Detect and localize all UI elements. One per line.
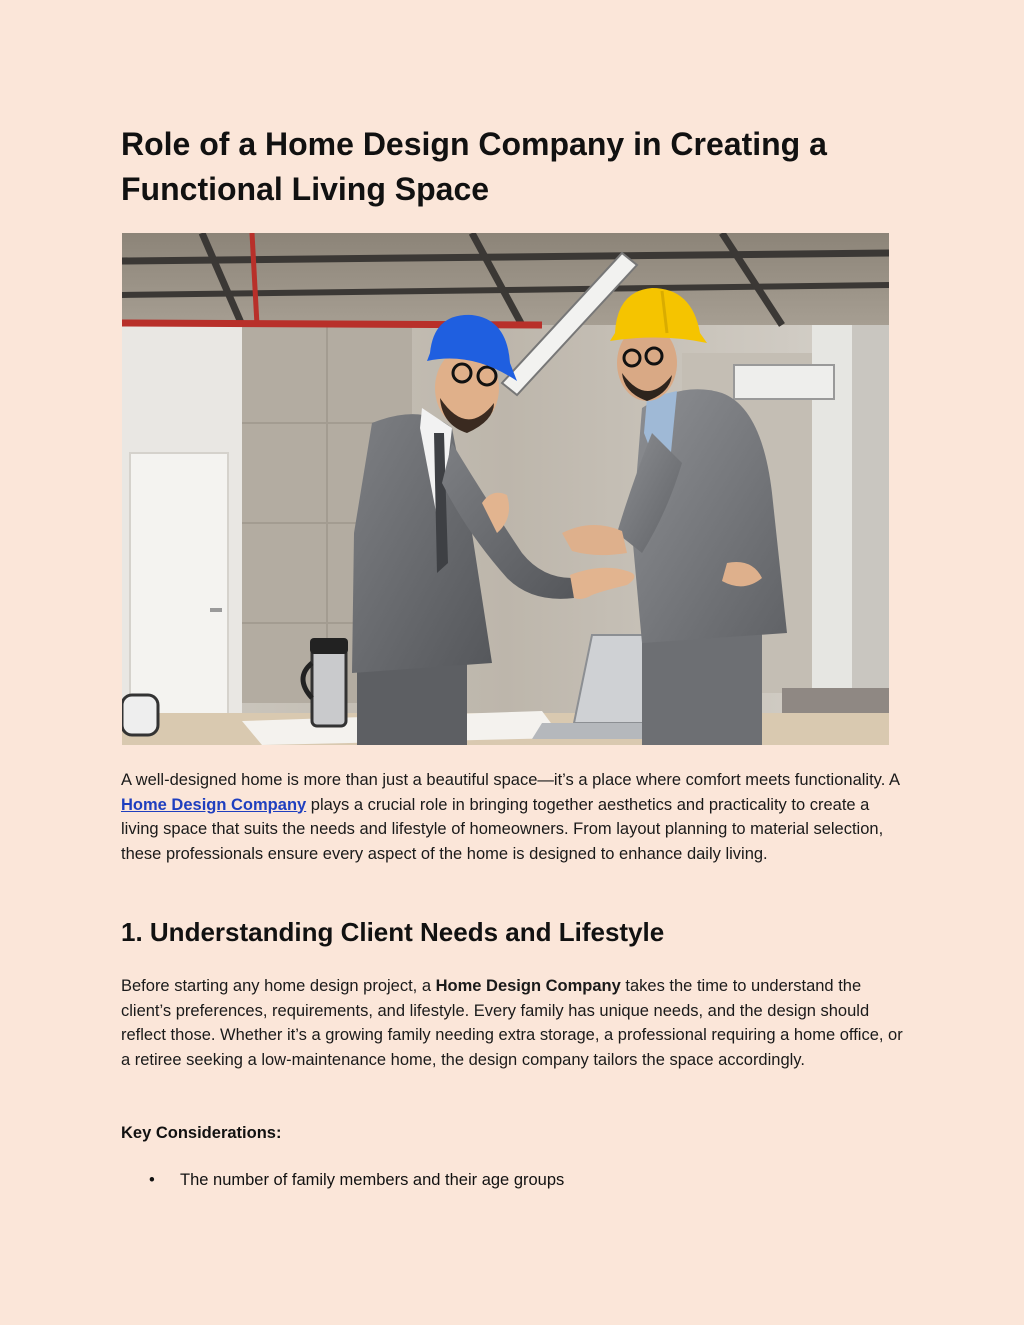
section-heading: 1. Understanding Client Needs and Lifestyle — [121, 917, 665, 947]
section-bold-company: Home Design Company — [435, 977, 621, 995]
page-title: Role of a Home Design Company in Creating a Functional Living Space — [121, 126, 827, 207]
considerations-list — [121, 1168, 564, 1192]
key-considerations-heading: Key Considerations: — [121, 1124, 282, 1142]
list-item — [121, 1168, 564, 1192]
section-text-before-bold: Before starting any home design project, a — [121, 977, 436, 995]
intro-text-after-link: plays a crucial role in bringing together aesthetics and practicality to create a living space that suits the needs and lifestyle of homeowners. From layout planning to material selection, these professionals ensure every aspect of the home is designed to enhance daily living. — [121, 795, 884, 863]
home-design-company-link[interactable]: Home Design Company — [121, 795, 307, 814]
intro-paragraph — [121, 768, 911, 866]
section-paragraph — [121, 974, 911, 1072]
hero-image — [122, 233, 889, 745]
list-item-text: The number of family members and their age groups — [180, 1171, 565, 1189]
bullet-icon: • — [149, 1171, 155, 1189]
section-text-after-bold: takes the time to understand the client’s preferences, requirements, and lifestyle. Every family has unique needs, and the design should reflect those. Whether it’s a growing family needing extra storage, a professional requiring a home office, or a retiree seeking a low-maintenance home, the design company tailors the space accordingly. — [121, 977, 903, 1069]
intro-text-before-link: A well-designed home is more than just a beautiful space—it’s a place where comfort meets functionality. A — [121, 771, 900, 789]
photo-two-architects-hard-hats-icon — [122, 233, 889, 745]
